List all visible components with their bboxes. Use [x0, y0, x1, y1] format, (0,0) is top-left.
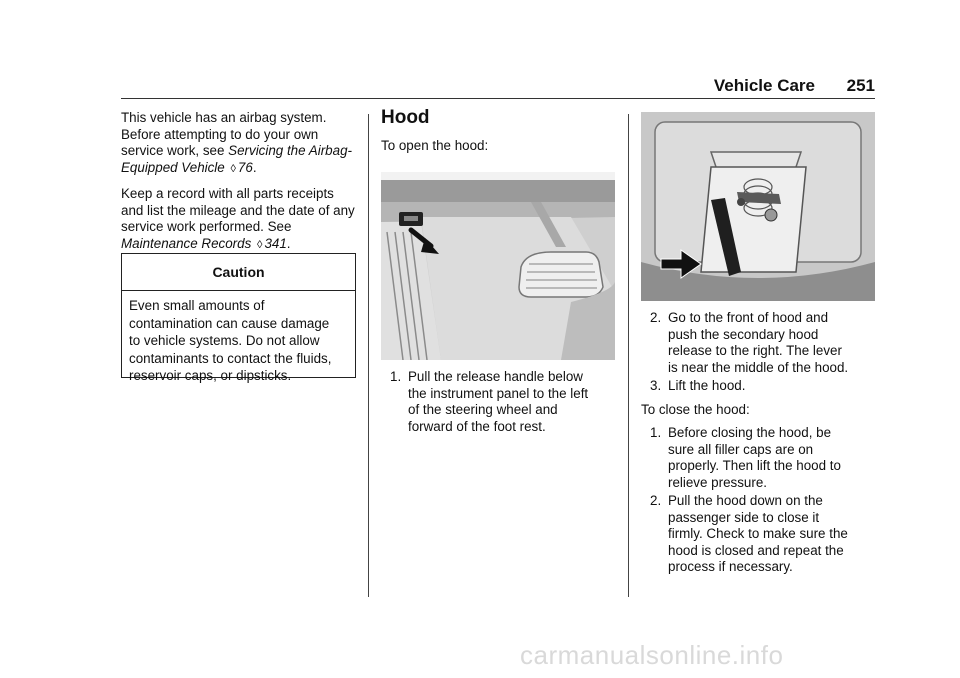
- header-rule: [121, 98, 875, 99]
- watermark: carmanualsonline.info: [520, 640, 784, 670]
- close-hood-intro: To close the hood:: [641, 402, 750, 417]
- hood-title: Hood: [381, 107, 430, 128]
- column-divider: [368, 114, 369, 597]
- page-header: [121, 76, 875, 98]
- maintenance-ref[interactable]: 341: [264, 235, 287, 251]
- records-paragraph: Keep a record with all parts receipts and list the mileage and the date of any service work performed. See Maintenance Records ◊ 341.: [121, 186, 355, 251]
- caution-rule: [122, 290, 355, 291]
- open-hood-intro: To open the hood:: [381, 138, 489, 153]
- column-divider: [628, 114, 629, 597]
- release-handle-figure: [381, 172, 615, 360]
- caution-body: Even small amounts of contamination can cause damage to vehicle systems. Do not allow contaminants to contact the fluids, reservoir caps, or dipsticks.: [129, 298, 332, 384]
- section-name: Vehicle Care: [713, 76, 815, 95]
- page-reference-icon: ◊: [230, 162, 236, 175]
- release-handle-illustration: [381, 172, 615, 360]
- secondary-release-figure: [641, 112, 875, 301]
- airbag-paragraph: This vehicle has an airbag system. Before attempting to do your own service work, see Servicing the Airbag-Equipped Vehicle ◊ 76.: [121, 110, 352, 175]
- maintenance-link[interactable]: Maintenance Records: [121, 235, 252, 251]
- page-reference-icon: ◊: [257, 238, 263, 251]
- caution-title: Caution: [212, 264, 265, 280]
- page-number: 251: [846, 76, 875, 95]
- airbag-ref[interactable]: 76: [237, 159, 253, 175]
- column-1: [121, 110, 357, 262]
- caution-box: [121, 253, 356, 384]
- airbag-link[interactable]: Servicing the Airbag-Equipped Vehicle: [121, 143, 352, 175]
- column-2: [381, 107, 617, 153]
- secondary-release-illustration: [641, 112, 875, 301]
